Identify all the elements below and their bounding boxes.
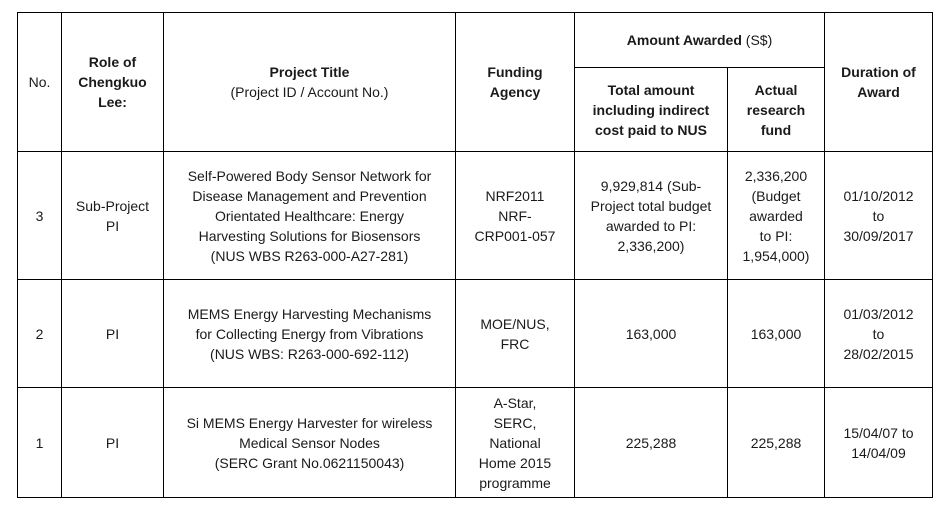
header-role: Role of Chengkuo Lee: (62, 13, 164, 152)
row-project-title: Self-Powered Body Sensor Network for Disease Management and Prevention Orientated Healthcare: Energy Harvesting Solutions for Biosensors (NUS WBS R263-000-A27-281) (164, 152, 456, 280)
header-row (18, 13, 933, 68)
header-project-title (164, 13, 456, 152)
header-amount-unit: (S$) (741, 32, 773, 49)
header-total-amount: Total amount including indirect cost paid to NUS (575, 68, 728, 152)
row-role: PI (62, 280, 164, 388)
row-no: 2 (18, 280, 62, 388)
row-total-amount: 9,929,814 (Sub- Project total budget awarded to PI: 2,336,200) (575, 152, 728, 280)
header-title-sub: (Project ID / Account No.) (230, 84, 389, 100)
row-funding-agency: NRF2011 NRF- CRP001-057 (456, 152, 575, 280)
table-row (18, 388, 933, 498)
row-role: Sub-Project PI (62, 152, 164, 280)
table-row (18, 280, 933, 388)
row-funding-agency: MOE/NUS, FRC (456, 280, 575, 388)
header-amount-main: Amount Awarded (626, 32, 742, 49)
row-project-title: MEMS Energy Harvesting Mechanisms for Collecting Energy from Vibrations (NUS WBS: R263-000-692-112) (164, 280, 456, 388)
row-actual-fund: 163,000 (728, 280, 825, 388)
row-duration: 01/10/2012 to 30/09/2017 (825, 152, 933, 280)
row-no: 3 (18, 152, 62, 280)
header-no: No. (18, 13, 62, 152)
header-actual-fund: Actual research fund (728, 68, 825, 152)
header-amount-awarded (575, 13, 825, 68)
table-row (18, 152, 933, 280)
awards-table (17, 12, 933, 498)
row-duration: 15/04/07 to 14/04/09 (825, 388, 933, 498)
header-title-main: Project Title (269, 64, 350, 80)
header-duration: Duration of Award (825, 13, 933, 152)
row-total-amount: 163,000 (575, 280, 728, 388)
row-project-title: Si MEMS Energy Harvester for wireless Medical Sensor Nodes (SERC Grant No.0621150043) (164, 388, 456, 498)
row-funding-agency: A-Star, SERC, National Home 2015 programme (456, 388, 575, 498)
header-funding-agency: Funding Agency (456, 13, 575, 152)
row-total-amount: 225,288 (575, 388, 728, 498)
row-actual-fund: 225,288 (728, 388, 825, 498)
row-duration: 01/03/2012 to 28/02/2015 (825, 280, 933, 388)
row-actual-fund: 2,336,200 (Budget awarded to PI: 1,954,000) (728, 152, 825, 280)
row-no: 1 (18, 388, 62, 498)
row-role: PI (62, 388, 164, 498)
